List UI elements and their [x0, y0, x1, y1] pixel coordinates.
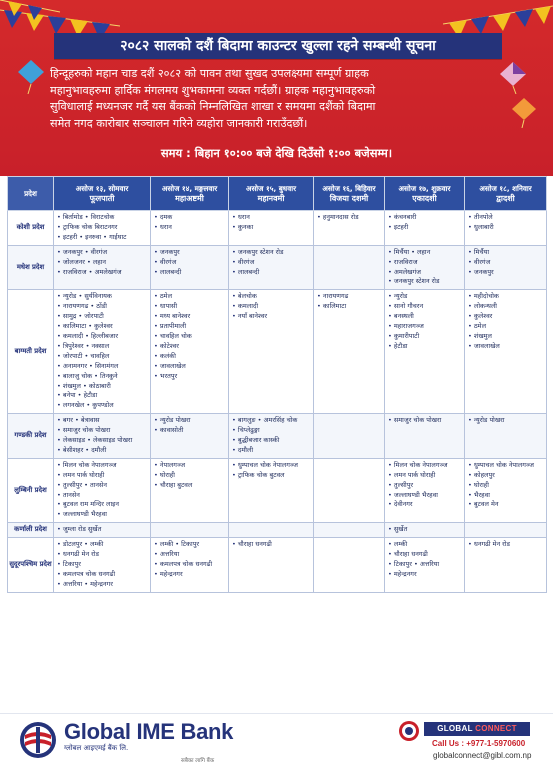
- branch-item: • बेसीशहर • दमौली: [57, 446, 147, 456]
- branch-item: • धुलाबारी: [468, 223, 543, 233]
- branch-cell: [151, 523, 229, 538]
- branch-cell: [151, 538, 229, 593]
- branch-item: • कुनका: [232, 223, 310, 233]
- branch-item: • लालबन्दी: [232, 268, 310, 278]
- branch-cell: [314, 523, 385, 538]
- table-body: [8, 211, 547, 593]
- branch-item: • बिर्तामोड • विराटचोक: [57, 213, 147, 223]
- table-row: [8, 245, 547, 290]
- branch-item: • महाराजगञ्ज: [388, 322, 461, 332]
- branch-item: • न्युरोड: [388, 292, 461, 302]
- branch-item: • मिलन चोक नेपालगञ्ज: [388, 461, 461, 471]
- branch-cell: [151, 290, 229, 414]
- column-date: असोज १६, बिहिवार: [322, 183, 376, 193]
- column-festival-day: महानवमी: [257, 193, 285, 203]
- branch-cell: [229, 245, 314, 290]
- branch-item: • डोटलपुर • लम्की: [57, 540, 147, 550]
- branch-item: • इटहरी: [388, 223, 461, 233]
- branch-item: • जुम्ला रोड सुर्खेत: [57, 525, 147, 535]
- branch-item: • इटहरी • इनरुवा • गाईघाट: [57, 233, 147, 243]
- branch-item: • नारायणगढ • ठोंडी: [57, 302, 147, 312]
- branch-item: • कोहलपुर: [468, 471, 543, 481]
- table-row: [8, 414, 547, 459]
- branch-cell: [385, 538, 465, 593]
- branch-item: • धनगढी मेन रोड: [468, 540, 543, 550]
- branch-cell: [151, 245, 229, 290]
- branch-cell: [151, 458, 229, 522]
- branch-item: • न्युरोड पोखरा: [468, 416, 543, 426]
- province-name: लुम्बिनी प्रदेश: [8, 458, 54, 522]
- day-column-header: [465, 177, 547, 211]
- branch-item: • लालबन्दी: [154, 268, 225, 278]
- province-name: कोशी प्रदेश: [8, 211, 54, 246]
- branch-cell: [151, 211, 229, 246]
- call-us-number[interactable]: Call Us : +977-1-5970600: [432, 739, 526, 748]
- branch-item: • वीरगंज: [468, 258, 543, 268]
- branch-cell: [314, 211, 385, 246]
- global-connect-logo-icon: [398, 720, 420, 742]
- column-festival-day: विजया दशमी: [329, 193, 369, 203]
- branch-item: • जोरपाटी • चावहिल: [57, 352, 147, 362]
- bank-tagline: सबैका लागि बैंक: [181, 758, 215, 764]
- branch-item: • घोराही: [468, 481, 543, 491]
- branch-item: • जनकपुर स्टेशन रोड: [232, 248, 310, 258]
- branch-item: • न्युरोड • सुर्यविनायक: [57, 292, 147, 302]
- bank-name-nepali: ग्लोबल आइएमई बैंक लि.: [64, 744, 129, 752]
- intro-paragraph: [50, 66, 502, 132]
- branch-item: • त्रिपुरेश्वर • नक्साल: [57, 342, 147, 352]
- branch-item: • कंचनबारी: [388, 213, 461, 223]
- branch-item: • भरतपुर: [154, 372, 225, 382]
- branch-item: • ठमेल: [154, 292, 225, 302]
- table-header-row: [8, 177, 547, 211]
- branch-item: • लोकन्थली: [468, 302, 543, 312]
- column-date: असोज १४, मङ्गलवार: [161, 183, 218, 193]
- column-date: असोज १५, बुधवार: [245, 183, 297, 193]
- branch-item: • घोराही: [154, 471, 225, 481]
- branch-item: • बुटवल मेन: [468, 500, 543, 510]
- branch-item: • कमलादी: [232, 302, 310, 312]
- branch-cell: [314, 414, 385, 459]
- table-row: [8, 458, 547, 522]
- branch-item: • लेकसाइड • लेकसाइड पोखरा: [57, 436, 147, 446]
- branch-item: • मध्य बानेश्वर: [154, 312, 225, 322]
- branch-item: • तुल्सीपुर: [388, 481, 461, 491]
- table-row: [8, 523, 547, 538]
- province-name: मधेश प्रदेश: [8, 245, 54, 290]
- branch-item: • धापासी: [154, 302, 225, 312]
- branch-item: • नारायणगढ: [317, 292, 381, 302]
- branch-cell: [229, 290, 314, 414]
- branch-item: • धनगढी मेन रोड: [57, 550, 147, 560]
- branch-item: • वीरगंज: [232, 258, 310, 268]
- branch-item: • कावासोती: [154, 426, 225, 436]
- branch-item: • कलंकी: [154, 352, 225, 362]
- branch-cell: [385, 290, 465, 414]
- branch-item: • जनकपुर: [154, 248, 225, 258]
- branch-item: • ठमेल: [468, 322, 543, 332]
- province-column-header: प्रदेश: [8, 177, 54, 211]
- branch-item: • देवीनगर: [388, 500, 461, 510]
- branch-item: • जनकपुर: [468, 268, 543, 278]
- branch-item: • नेपालगञ्ज: [154, 461, 225, 471]
- branch-item: • महेन्द्रनगर: [388, 570, 461, 580]
- branch-item: • दमौली: [232, 446, 310, 456]
- branch-cell: [54, 523, 151, 538]
- branch-item: • महेन्द्रनगर: [154, 570, 225, 580]
- branch-cell: [465, 414, 547, 459]
- branch-cell: [465, 290, 547, 414]
- bank-name: Global IME Bank: [64, 719, 234, 744]
- branch-cell: [229, 458, 314, 522]
- branch-cell: [54, 538, 151, 593]
- branch-cell: [54, 290, 151, 414]
- branch-cell: [385, 523, 465, 538]
- branch-item: • सामुद्र • जोरपाटी: [57, 312, 147, 322]
- branch-item: • सानो गौचरन: [388, 302, 461, 312]
- branch-item: • चावहिल चोक: [154, 332, 225, 342]
- day-column-header: [54, 177, 151, 211]
- branch-item: • बागलुङ • अमरसिंह चोक: [232, 416, 310, 426]
- global-connect-badge: [424, 722, 530, 736]
- branch-item: • लगनखेल • कुपण्डोल: [57, 401, 147, 411]
- branch-item: • धरान: [232, 213, 310, 223]
- branch-item: • धुम्पाचल चोक नेपालगञ्ज: [468, 461, 543, 471]
- notice-title: २०८२ सालको दशैं बिदामा काउन्टर खुल्ला रहने सम्बन्धी सूचना: [54, 33, 502, 59]
- column-festival-day: एकादशी: [412, 193, 437, 203]
- branch-item: • लमन पार्क घोराही: [388, 471, 461, 481]
- column-date: असोज १७, शुक्रवार: [398, 183, 451, 193]
- branch-cell: [465, 538, 547, 593]
- branch-cell: [385, 211, 465, 246]
- branch-item: • कमलपत्र चोक धनगढी: [154, 560, 225, 570]
- branch-item: • अत्तरिया: [154, 550, 225, 560]
- branch-cell: [314, 538, 385, 593]
- branch-item: • टिकापुर: [57, 560, 147, 570]
- intro-line: समेत नगद कारोबार सञ्चालन गरिने व्यहोरा जानकारी गराउँदछौं।: [50, 116, 308, 130]
- day-column-header: [151, 177, 229, 211]
- day-column-header: [385, 177, 465, 211]
- day-column-header: [229, 177, 314, 211]
- branch-item: • चौराहा धनगढी: [232, 540, 310, 550]
- branch-item: • लमन पार्क घोराही: [57, 471, 147, 481]
- branch-item: • शंखमुल • कोठाबारी: [57, 382, 147, 392]
- branch-item: • ट्राफिक चोक बिराटनगर: [57, 223, 147, 233]
- branch-cell: [229, 414, 314, 459]
- branch-item: • बुटवल राम मन्दिर लाइन: [57, 500, 147, 510]
- branch-cell: [54, 458, 151, 522]
- branch-item: • लम्की • टिकापुर: [154, 540, 225, 550]
- table-row: [8, 538, 547, 593]
- contact-email[interactable]: globalconnect@gibl.com.np: [433, 751, 532, 760]
- branch-cell: [151, 414, 229, 459]
- column-festival-day: द्वादशी: [496, 193, 515, 203]
- branch-item: • मिलन चोक नेपालगञ्ज: [57, 461, 147, 471]
- branch-item: • समाजुर चोक पोखरा: [57, 426, 147, 436]
- branch-item: • कोटेश्वर: [154, 342, 225, 352]
- column-date: असोज १८, शनिवार: [479, 183, 532, 193]
- global-connect-label-accent: CONNECT: [475, 724, 517, 733]
- kite-decoration-right-bottom: [512, 98, 536, 128]
- table-row: [8, 211, 547, 246]
- branch-cell: [465, 211, 547, 246]
- province-name: बाग्मती प्रदेश: [8, 290, 54, 414]
- branch-item: • जल्लाघण्डी भैरहवा: [388, 491, 461, 501]
- branch-cell: [314, 290, 385, 414]
- branch-cell: [314, 458, 385, 522]
- branch-item: • महीदोचोक: [468, 292, 543, 302]
- branch-item: • नयाँ बानेश्वर: [232, 312, 310, 322]
- branch-item: • तीनपोले: [468, 213, 543, 223]
- service-hours: समय : बिहान १०:०० बजे देखि दिउँसो १:०० बजेसम्म।: [160, 146, 393, 160]
- branch-item: • राजविराज: [388, 258, 461, 268]
- branch-cell: [229, 211, 314, 246]
- branch-schedule-table: [7, 176, 546, 593]
- branch-item: • कमलपत्र चोक धनगढी: [57, 570, 147, 580]
- branch-cell: [229, 538, 314, 593]
- branch-item: • बुद्धीबजार कास्की: [232, 436, 310, 446]
- kite-decoration-left: [18, 60, 44, 94]
- branch-item: • अत्तरिया • महेन्द्रनगर: [57, 580, 147, 590]
- branch-item: • शंखमुल: [468, 332, 543, 342]
- branch-cell: [385, 458, 465, 522]
- branch-item: • ट्राफिक चोक बुटवल: [232, 471, 310, 481]
- branch-item: • कुमारीपाटी: [388, 332, 461, 342]
- intro-line: महानुभावहरुमा हार्दिक मंगलमय शुभकामना व्यक्त गर्दछौं। ग्राहक महानुभावहरुको: [50, 83, 376, 97]
- branch-item: • वीरगंज: [154, 258, 225, 268]
- branch-item: • लम्की: [388, 540, 461, 550]
- column-date: असोज १३, सोमवार: [75, 183, 129, 193]
- branch-item: • मिर्चैया: [468, 248, 543, 258]
- table-row: [8, 290, 547, 414]
- branch-item: • कालिमाटा • कुलेश्वर: [57, 322, 147, 332]
- branch-cell: [54, 245, 151, 290]
- branch-item: • बेलचोक: [232, 292, 310, 302]
- branch-item: • सुर्खेत: [388, 525, 461, 535]
- branch-item: • कुलेश्वर: [468, 312, 543, 322]
- branch-item: • बनेपा • हेटौडा: [57, 391, 147, 401]
- branch-cell: [314, 245, 385, 290]
- branch-item: • हनुमानदास रोड: [317, 213, 381, 223]
- branch-item: • बगर • बेत्रावास: [57, 416, 147, 426]
- branch-item: • अमलेखगंज: [388, 268, 461, 278]
- branch-item: • राजविराज • अमलेखगंज: [57, 268, 147, 278]
- branch-item: • जावलाखेल: [154, 362, 225, 372]
- province-name: कर्णाली प्रदेश: [8, 523, 54, 538]
- branch-item: • मिर्चैया • लहान: [388, 248, 461, 258]
- branch-cell: [465, 458, 547, 522]
- branch-item: • हेटौडा: [388, 342, 461, 352]
- branch-item: • धुम्पाचल चोक नेपालगञ्ज: [232, 461, 310, 471]
- branch-cell: [385, 245, 465, 290]
- branch-item: • धरान: [154, 223, 225, 233]
- branch-item: • टिकापुर • अत्तरिया: [388, 560, 461, 570]
- branch-item: • दमक: [154, 213, 225, 223]
- branch-cell: [465, 523, 547, 538]
- branch-cell: [229, 523, 314, 538]
- branch-item: • जनकपुर स्टेशन रोड: [388, 277, 461, 287]
- intro-line: हिन्दूहरुको महान चाड दशैं २०८२ को पावन तथा सुखद उपलक्ष्यमा सम्पूर्ण ग्राहक: [50, 67, 369, 80]
- branch-item: • चिप्लेढुङ्गा: [232, 426, 310, 436]
- column-festival-day: महाअष्टमी: [175, 193, 204, 203]
- branch-item: • जल्लाघण्डी भैरहवा: [57, 510, 147, 520]
- branch-item: • जावलाखेल: [468, 342, 543, 352]
- day-column-header: [314, 177, 385, 211]
- branch-item: • बालाजु चोक • तिनकुने: [57, 372, 147, 382]
- province-name: गण्डकी प्रदेश: [8, 414, 54, 459]
- branch-item: • तुल्सीपुर • तानसेन: [57, 481, 147, 491]
- branch-item: • अनामनगर • सिनामंगल: [57, 362, 147, 372]
- branch-item: • भैरहवा: [468, 491, 543, 501]
- branch-cell: [385, 414, 465, 459]
- hero-banner: [0, 0, 553, 176]
- branch-item: • बनस्थली: [388, 312, 461, 322]
- kite-decoration-right-top: [500, 62, 526, 94]
- branch-cell: [54, 211, 151, 246]
- branch-item: • चौराहा बुटवल: [154, 481, 225, 491]
- branch-item: • कालिमाटा: [317, 302, 381, 312]
- branch-cell: [54, 414, 151, 459]
- branch-item: • प्रतापीमाली: [154, 322, 225, 332]
- province-name: सुदूरपश्चिम प्रदेश: [8, 538, 54, 593]
- branch-item: • जनकपुर • वीरगंज: [57, 248, 147, 258]
- column-festival-day: फूलपाती: [89, 193, 115, 203]
- branch-item: • जोलजनर • लहान: [57, 258, 147, 268]
- branch-cell: [465, 245, 547, 290]
- branch-item: • तानसेन: [57, 491, 147, 501]
- branch-item: • न्युरोड पोखरा: [154, 416, 225, 426]
- branch-item: • चौराहा धनगढी: [388, 550, 461, 560]
- global-connect-label: GLOBAL: [437, 724, 473, 733]
- branch-item: • कमलादी • हिल्लीबजार: [57, 332, 147, 342]
- branch-item: • समाजुर चोक पोखरा: [388, 416, 461, 426]
- intro-line: सुविधालाई मध्यनजर गर्दै यस बैंकको निम्नलिखित शाखा र समयमा दशैंको बिदामा: [50, 100, 376, 113]
- global-ime-logo-icon: [19, 721, 57, 759]
